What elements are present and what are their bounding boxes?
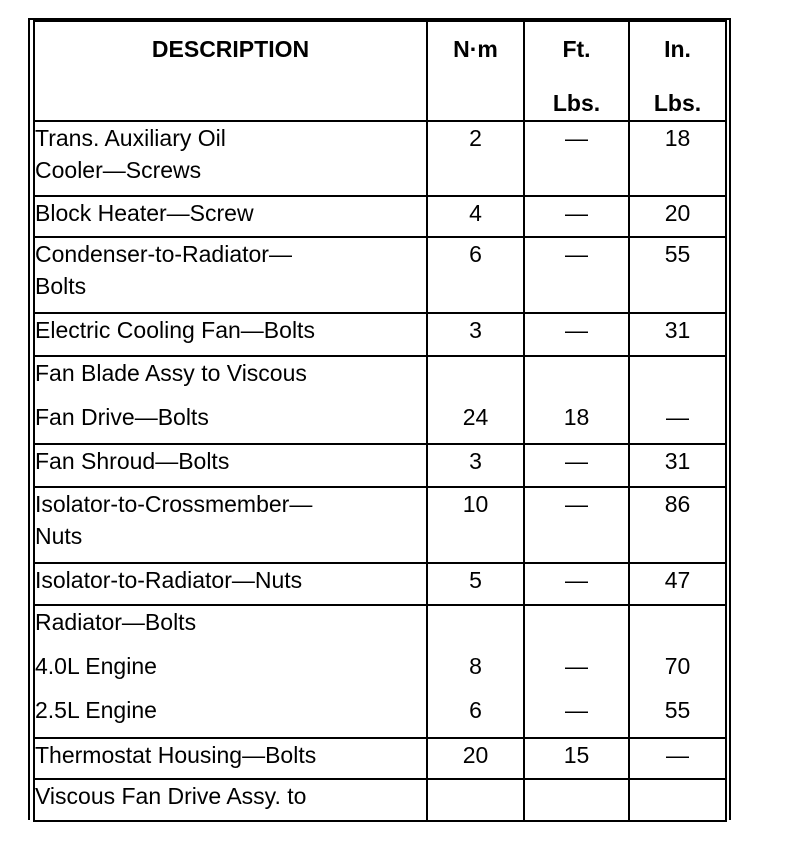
value-nm: 3: [427, 444, 524, 487]
description-line: Bolts: [35, 273, 87, 299]
value-in-lbs: 31: [629, 313, 726, 356]
table-row: [34, 237, 726, 313]
value-ft-lbs: —: [524, 487, 629, 563]
header-nm: [427, 21, 524, 121]
description-line: 2.5L Engine: [35, 697, 157, 723]
value-nm: 3: [427, 313, 524, 356]
description-line: Fan Shroud—Bolts: [35, 448, 230, 474]
value-ft-text: —: [565, 697, 588, 723]
value-nm-text: 6: [469, 697, 482, 723]
row-description: [34, 237, 427, 313]
description-line: Radiator—Bolts: [35, 609, 197, 635]
value-in-lbs: [629, 356, 726, 444]
table-row: [34, 313, 726, 356]
value-nm: 2: [427, 121, 524, 196]
value-ft-lbs: [524, 356, 629, 444]
description-line: Isolator-to-Crossmember—: [35, 491, 313, 517]
value-in-lbs: 47: [629, 563, 726, 605]
value-in-lbs: 86: [629, 487, 726, 563]
value-nm: 6: [427, 237, 524, 313]
row-description: [34, 444, 427, 487]
value-ft-lbs: —: [524, 196, 629, 237]
value-in-text: 70: [664, 653, 691, 679]
value-in-text: —: [666, 404, 689, 430]
value-in-lbs: [629, 779, 726, 821]
header-row: [34, 21, 726, 121]
value-ft-lbs: —: [524, 121, 629, 196]
header-in-lbs: [629, 21, 726, 121]
row-description: [34, 121, 427, 196]
header-in-line2: Lbs.: [653, 90, 702, 116]
value-in-lbs: 18: [629, 121, 726, 196]
row-description: [34, 738, 427, 779]
value-nm: [427, 779, 524, 821]
row-description: [34, 313, 427, 356]
description-line: Nuts: [35, 523, 83, 549]
table-row: [34, 487, 726, 563]
description-line: Fan Drive—Bolts: [35, 404, 209, 430]
value-in-lbs: 20: [629, 196, 726, 237]
row-description: [34, 563, 427, 605]
row-description: [34, 196, 427, 237]
header-nm-label: N·m: [453, 36, 498, 62]
value-ft-lbs: [524, 779, 629, 821]
table-row: [34, 121, 726, 196]
row-description: [34, 605, 427, 738]
table-row: [34, 605, 726, 738]
table-row: [34, 356, 726, 444]
table-row: [34, 196, 726, 237]
value-nm: 10: [427, 487, 524, 563]
value-nm: 20: [427, 738, 524, 779]
value-nm: 5: [427, 563, 524, 605]
value-in-lbs: 31: [629, 444, 726, 487]
torque-spec-table: [33, 20, 727, 822]
value-ft-lbs: —: [524, 237, 629, 313]
description-line: Viscous Fan Drive Assy. to: [35, 783, 307, 809]
row-description: [34, 356, 427, 444]
value-nm-text: 8: [469, 653, 482, 679]
value-nm: [427, 356, 524, 444]
description-line: Fan Blade Assy to Viscous: [35, 360, 307, 386]
value-in-lbs: 55: [629, 237, 726, 313]
value-nm: 4: [427, 196, 524, 237]
description-line: Trans. Auxiliary Oil: [35, 125, 226, 151]
description-line: Isolator-to-Radiator—Nuts: [35, 567, 303, 593]
header-ft-lbs: [524, 21, 629, 121]
value-ft-lbs: 15: [524, 738, 629, 779]
value-ft-text: 18: [563, 404, 590, 430]
value-ft-lbs: —: [524, 313, 629, 356]
header-ft-line1: Ft.: [562, 36, 591, 62]
value-nm-text: 24: [462, 404, 489, 430]
value-nm: [427, 605, 524, 738]
table-row: [34, 444, 726, 487]
description-line: Condenser-to-Radiator—: [35, 241, 292, 267]
description-line: 4.0L Engine: [35, 653, 157, 679]
description-line: Electric Cooling Fan—Bolts: [35, 317, 315, 343]
value-ft-text: —: [565, 653, 588, 679]
description-line: Block Heater—Screw: [35, 200, 254, 226]
value-ft-lbs: [524, 605, 629, 738]
value-in-text: 55: [664, 697, 691, 723]
table-row: [34, 738, 726, 779]
header-in-line1: In.: [664, 36, 691, 62]
description-line: Thermostat Housing—Bolts: [35, 742, 317, 768]
value-ft-lbs: —: [524, 444, 629, 487]
table-row: [34, 563, 726, 605]
header-ft-line2: Lbs.: [552, 90, 601, 116]
value-in-lbs: —: [629, 738, 726, 779]
value-in-lbs: [629, 605, 726, 738]
table-row: [34, 779, 726, 821]
value-ft-lbs: —: [524, 563, 629, 605]
description-line: Cooler—Screws: [35, 157, 202, 183]
row-description: [34, 487, 427, 563]
row-description: [34, 779, 427, 821]
header-description: DESCRIPTION: [34, 21, 427, 121]
